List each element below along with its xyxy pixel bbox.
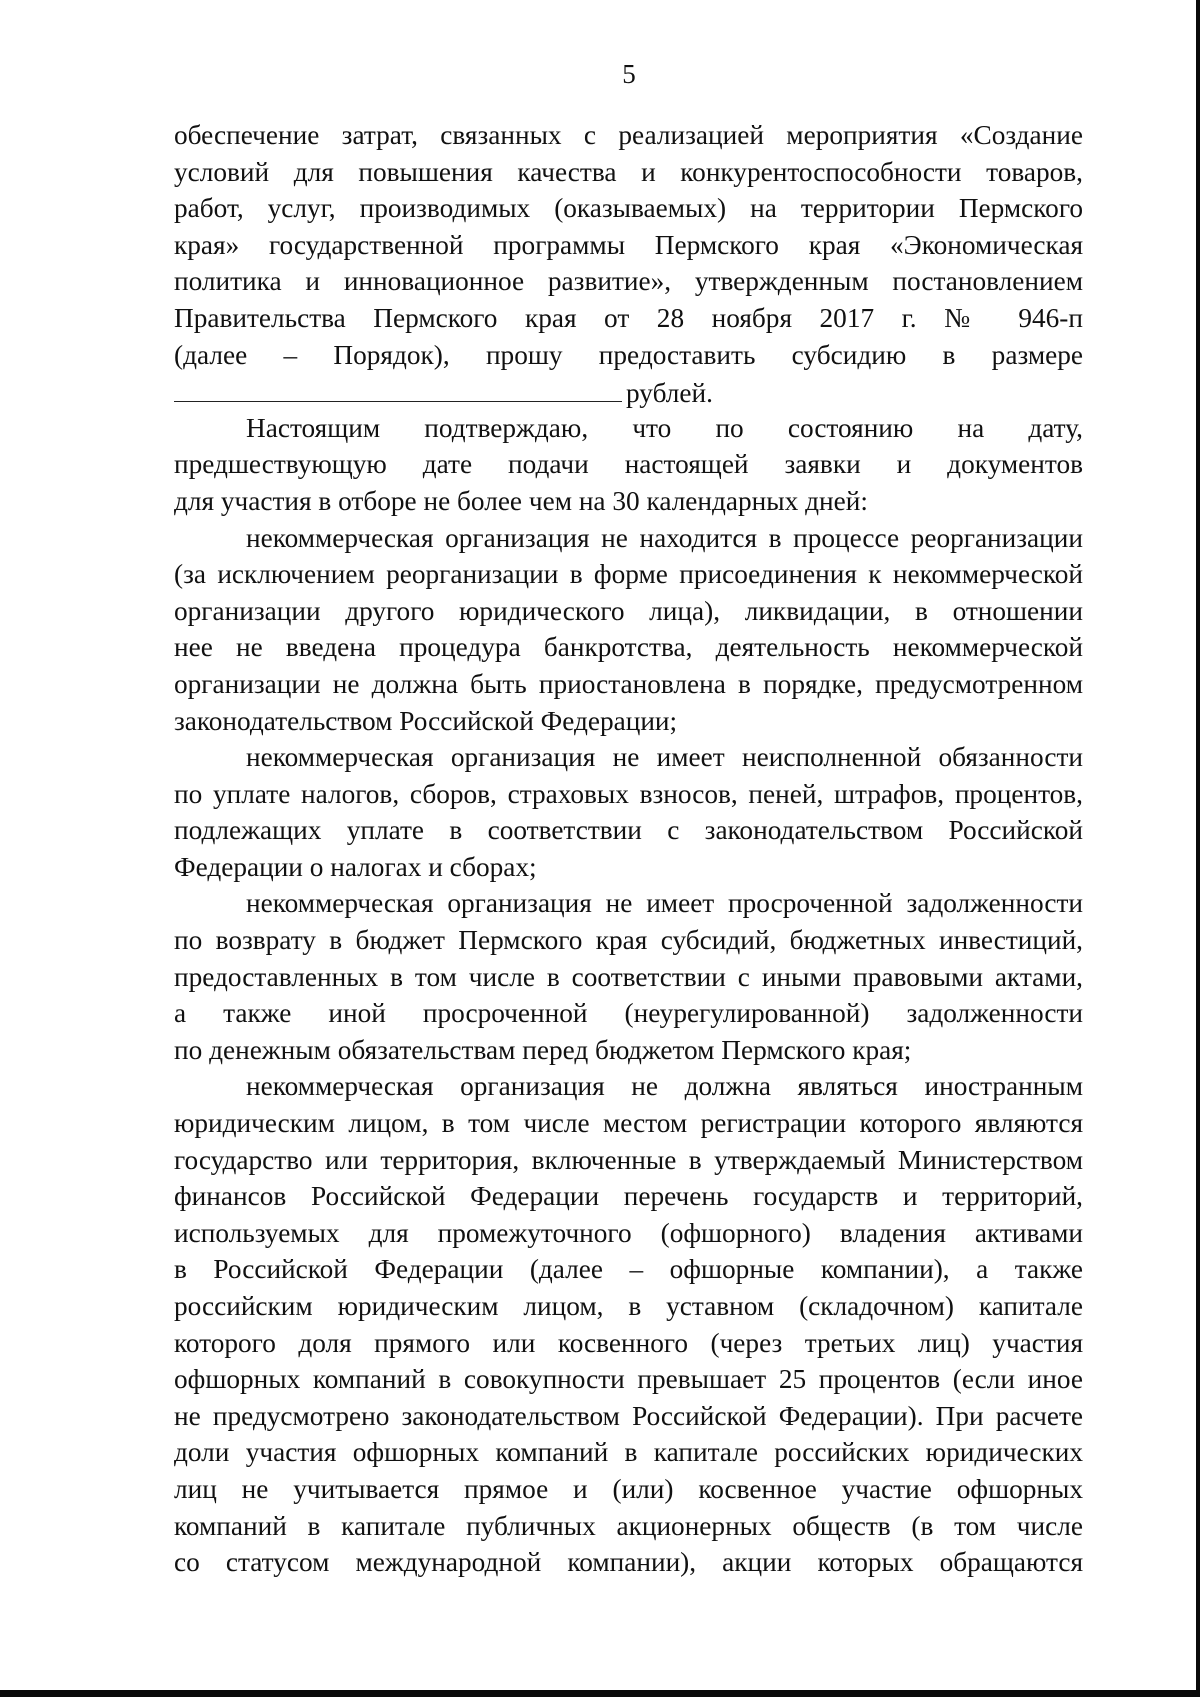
scan-edge-bottom: [0, 1690, 1200, 1697]
text-line: Настоящим подтверждаю, что по состоянию на дату,: [246, 412, 1083, 443]
text-line: не предусмотрено законодательством Российской Федерации). При расчете: [174, 1400, 1083, 1431]
text-line: юридическим лицом, в том числе местом регистрации которого являются: [174, 1108, 1083, 1139]
text-line: организации другого юридического лица), ликвидации, в отношении: [174, 595, 1083, 626]
page-number: 5: [622, 59, 636, 89]
amount-line: [174, 373, 1083, 410]
text-line: нее не введена процедура банкротства, деятельность некоммерческой: [174, 632, 1083, 663]
text-line: лиц не учитывается прямое и (или) косвенное участие офшорных: [174, 1473, 1083, 1504]
text-line: некоммерческая организация не имеет просроченной задолженности: [246, 888, 1083, 919]
text-line: для участия в отборе не более чем на 30 календарных дней:: [174, 485, 868, 516]
text-line: по денежным обязательствам перед бюджетом Пермского края;: [174, 1034, 912, 1065]
text-line: доли участия офшорных компаний в капитале российских юридических: [174, 1437, 1083, 1468]
text-line: подлежащих уплате в соответствии с законодательством Российской: [174, 815, 1083, 846]
text-line: (за исключением реорганизации в форме присоединения к некоммерческой: [174, 559, 1083, 590]
text-line: некоммерческая организация не находится в процессе реорганизации: [246, 522, 1083, 553]
text-line: организации не должна быть приостановлена в порядке, предусмотренном: [174, 668, 1083, 699]
scan-edge-right: [1196, 0, 1200, 1697]
text-line: работ, услуг, производимых (оказываемых) на территории Пермского: [174, 193, 1083, 224]
text-line: (далее – Порядок), прошу предоставить субсидию в размере: [174, 339, 1083, 370]
text-line: по уплате налогов, сборов, страховых взносов, пеней, штрафов, процентов,: [174, 778, 1083, 809]
text-line: со статусом международной компании), акции которых обращаются: [174, 1547, 1083, 1578]
text-line: офшорных компаний в совокупности превышает 25 процентов (если иное: [174, 1364, 1083, 1395]
text-line: финансов Российской Федерации перечень государств и территорий,: [174, 1181, 1083, 1212]
text-line: некоммерческая организация не должна являться иностранным: [246, 1071, 1083, 1102]
text-line: компаний в капитале публичных акционерных обществ (в том числе: [174, 1510, 1083, 1541]
text-line: края» государственной программы Пермского края «Экономическая: [174, 229, 1083, 260]
document-body: [174, 117, 1083, 1581]
amount-blank-field: [174, 373, 622, 402]
amount-suffix: рублей.: [626, 378, 713, 409]
text-line: законодательством Российской Федерации;: [174, 705, 678, 736]
text-line: предоставленных в том числе в соответствии с иными правовыми актами,: [174, 961, 1083, 992]
text-line: предшествующую дате подачи настоящей заявки и документов: [174, 449, 1083, 480]
text-line: условий для повышения качества и конкурентоспособности товаров,: [174, 156, 1083, 187]
text-line: политика и инновационное развитие», утвержденным постановлением: [174, 266, 1083, 297]
text-line: в Российской Федерации (далее – офшорные компании), а также: [174, 1254, 1083, 1285]
text-line: используемых для промежуточного (офшорного) владения активами: [174, 1217, 1083, 1248]
text-line: Федерации о налогах и сборах;: [174, 851, 537, 882]
text-line: по возврату в бюджет Пермского края субсидий, бюджетных инвестиций,: [174, 925, 1083, 956]
text-line: государство или территория, включенные в утверждаемый Министерством: [174, 1144, 1083, 1175]
text-line: Правительства Пермского края от 28 ноября 2017 г. № 946-п: [174, 302, 1083, 333]
text-line: некоммерческая организация не имеет неисполненной обязанности: [246, 742, 1083, 773]
text-line: российским юридическим лицом, в уставном (складочном) капитале: [174, 1291, 1083, 1321]
text-line: которого доля прямого или косвенного (через третьих лиц) участия: [174, 1327, 1083, 1358]
text-line: обеспечение затрат, связанных с реализацией мероприятия «Создание: [174, 120, 1083, 150]
text-line: а также иной просроченной (неурегулированной) задолженности: [174, 998, 1083, 1029]
